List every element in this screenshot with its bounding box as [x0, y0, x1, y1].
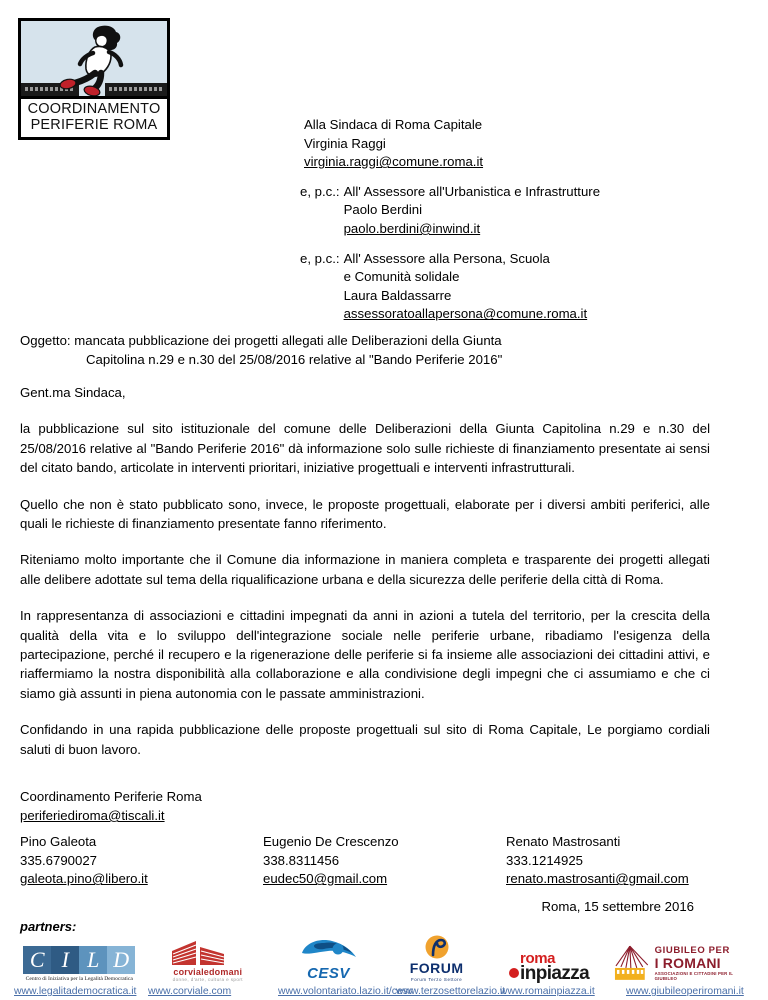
addressee-prefix: e, p.c.:	[300, 250, 340, 266]
forum-swirl-icon	[422, 934, 452, 960]
giubileo-subtitle: ASSOCIAZIONI E CITTADINI PER IL GIUBILEO	[654, 971, 734, 981]
place-and-date: Roma, 15 settembre 2016	[541, 899, 694, 914]
cesv-swirl-icon	[298, 935, 360, 965]
partner-url-link[interactable]: www.romainpiazza.it	[500, 986, 595, 997]
cild-letter-squares-icon	[23, 946, 135, 974]
logo-caption-line2: PERIFERIE ROMA	[30, 116, 158, 133]
contact-email-link[interactable]: galeota.pino@libero.it	[20, 871, 148, 887]
contact-name: Eugenio De Crescenzo	[263, 834, 399, 849]
cesv-name: CESV	[307, 965, 350, 982]
subject-line-1: Oggetto: mancata pubblicazione dei progetti allegati alle Deliberazioni della Giunta	[20, 333, 502, 348]
partners-label: partners:	[20, 919, 77, 934]
cild-subtitle: Centro di Iniziativa per la Legalità Democratica	[25, 976, 133, 982]
runner-figure-icon	[51, 23, 133, 97]
partner-urls-row	[14, 986, 756, 997]
addressee-entry	[300, 250, 720, 324]
addressee-email-link[interactable]: virginia.raggi@comune.roma.it	[304, 154, 484, 170]
red-dot-icon	[508, 967, 520, 979]
contact-entry	[20, 833, 263, 889]
contact-entry	[506, 833, 689, 889]
giubileo-line1: GIUBILEO PER	[654, 945, 730, 956]
cild-letter: I	[51, 946, 79, 974]
addressee-line: Alla Sindaca di Roma Capitale	[304, 117, 483, 132]
salutation: Gent.ma Sindaca,	[20, 385, 126, 400]
signature-organization: Coordinamento Periferie Roma	[20, 789, 202, 804]
contact-phone: 338.8311456	[263, 852, 340, 868]
logo-caption	[21, 99, 167, 137]
body-paragraph: la pubblicazione sul sito istituzionale del comune delle Deliberazioni della Giunta Capitolina n.29 e n.30 del 25/08/2016 relative al "Bando Periferie 2016" dà informazione solo sulle richieste di finanziamento presentate ai sensi del citato bando, articolate in interventi prioritari, iniziative progettuali e interventi infrastrutturali.	[20, 421, 710, 476]
addressee-line: Laura Baldassarre	[343, 287, 452, 303]
addressee-entry	[300, 116, 720, 172]
contact-entry	[263, 833, 506, 889]
partner-logo-giubileo[interactable]	[610, 944, 756, 982]
contact-name: Renato Mastrosanti	[506, 834, 621, 849]
logo-frame	[18, 18, 170, 140]
addressee-line: Virginia Raggi	[304, 135, 386, 151]
building-icon	[166, 938, 250, 966]
letter-body	[20, 383, 710, 776]
partner-url-link[interactable]: www.giubileoperiromani.it	[626, 986, 744, 997]
roma-inpiazza-line2: inpiazza	[520, 963, 590, 984]
addressee-line: e Comunità solidale	[343, 269, 460, 285]
letterhead-logo	[18, 18, 170, 140]
cild-letter: C	[23, 946, 51, 974]
partners-section	[14, 936, 756, 997]
forum-name: FORUM	[409, 960, 464, 976]
partner-logo-forum[interactable]	[386, 934, 487, 982]
contacts-block	[20, 833, 720, 889]
partner-logo-cesv[interactable]	[271, 935, 386, 982]
addressee-email-link[interactable]: assessoratoallapersona@comune.roma.it	[343, 306, 588, 322]
contact-phone: 335.6790027	[20, 852, 98, 868]
partner-url-link[interactable]: www.legalitademocratica.it	[14, 986, 137, 997]
partner-logo-roma-inpiazza[interactable]	[487, 952, 610, 982]
body-paragraph: Confidando in una rapida pubblicazione delle proposte progettuali sul sito di Roma Capitale, Le porgiamo cordiali saluti di buon lavoro.	[20, 722, 710, 757]
contact-email-link[interactable]: renato.mastrosanti@gmail.com	[506, 871, 689, 887]
body-paragraph: Quello che non è stato pubblicato sono, invece, le proposte progettuali, elaborate per i diversi ambiti periferici, alle quali le richieste di finanziamento presentate fanno riferimento.	[20, 496, 710, 532]
subject-line-2: Capitolina n.29 e n.30 del 25/08/2016 relative al "Bando Periferie 2016"	[86, 351, 503, 367]
forum-subtitle: Forum Terzo Settore	[410, 977, 463, 982]
contact-name: Pino Galeota	[20, 834, 97, 849]
addressee-line: All' Assessore alla Persona, Scuola	[343, 250, 550, 266]
addressee-email-link[interactable]: paolo.berdini@inwind.it	[343, 220, 481, 236]
contact-phone: 333.1214925	[506, 852, 584, 868]
addressee-block	[300, 116, 720, 335]
corviale-name: corvialedomani	[173, 967, 243, 977]
signature-block	[20, 787, 202, 825]
colosseum-icon	[610, 944, 652, 982]
addressee-prefix: e, p.c.:	[300, 183, 340, 199]
addressee-entry	[300, 183, 720, 239]
partner-url-link[interactable]: www.terzosettorelazio.it	[396, 986, 506, 997]
roma-inpiazza-line1: roma	[520, 950, 556, 967]
subject-line	[20, 332, 640, 369]
jumping-person-icon	[21, 21, 167, 99]
addressee-line: All' Assessore all'Urbanistica e Infrastrutture	[343, 183, 601, 199]
cild-letter: D	[107, 946, 135, 974]
partner-url-link[interactable]: www.volontariato.lazio.it/cesv	[278, 986, 414, 997]
contact-email-link[interactable]: eudec50@gmail.com	[263, 871, 388, 887]
addressee-line: Paolo Berdini	[343, 202, 423, 218]
signature-email-link[interactable]: periferiediroma@tiscali.it	[20, 808, 165, 823]
cild-letter: L	[79, 946, 107, 974]
corviale-subtitle: donne, d'arte, cultura e sport	[172, 977, 243, 982]
partner-logo-cild[interactable]	[14, 946, 144, 982]
partner-logo-corvialedomani[interactable]	[144, 938, 271, 982]
giubileo-line2: I ROMANI	[654, 955, 721, 971]
body-paragraph: In rappresentanza di associazioni e cittadini impegnati da anni in azioni a tutela del territorio, per la crescita della qualità della vita e lo sviluppo dell'integrazione sociale nelle periferie urbane, ribadiamo l'esigenza della partecipazione, perché il recupero e la rigenerazione delle periferie si fa insieme alle associazioni dei cittadini attivi, e riaffermiamo la nostra disponibilità alla collaborazione e alla condivisione degli impegni che ci assumiamo e che ci siamo già assunti in piena autonomia con le passate amministrazioni.	[20, 608, 710, 701]
body-paragraph: Riteniamo molto importante che il Comune dia informazione in maniera completa e trasparente dei progetti allegati alle delibere adottate sul tema della riqualificazione urbana e della sicurezza delle periferie della città di Roma.	[20, 552, 710, 587]
partner-url-link[interactable]: www.corviale.com	[148, 986, 232, 997]
logo-caption-line1: COORDINAMENTO	[27, 101, 161, 117]
